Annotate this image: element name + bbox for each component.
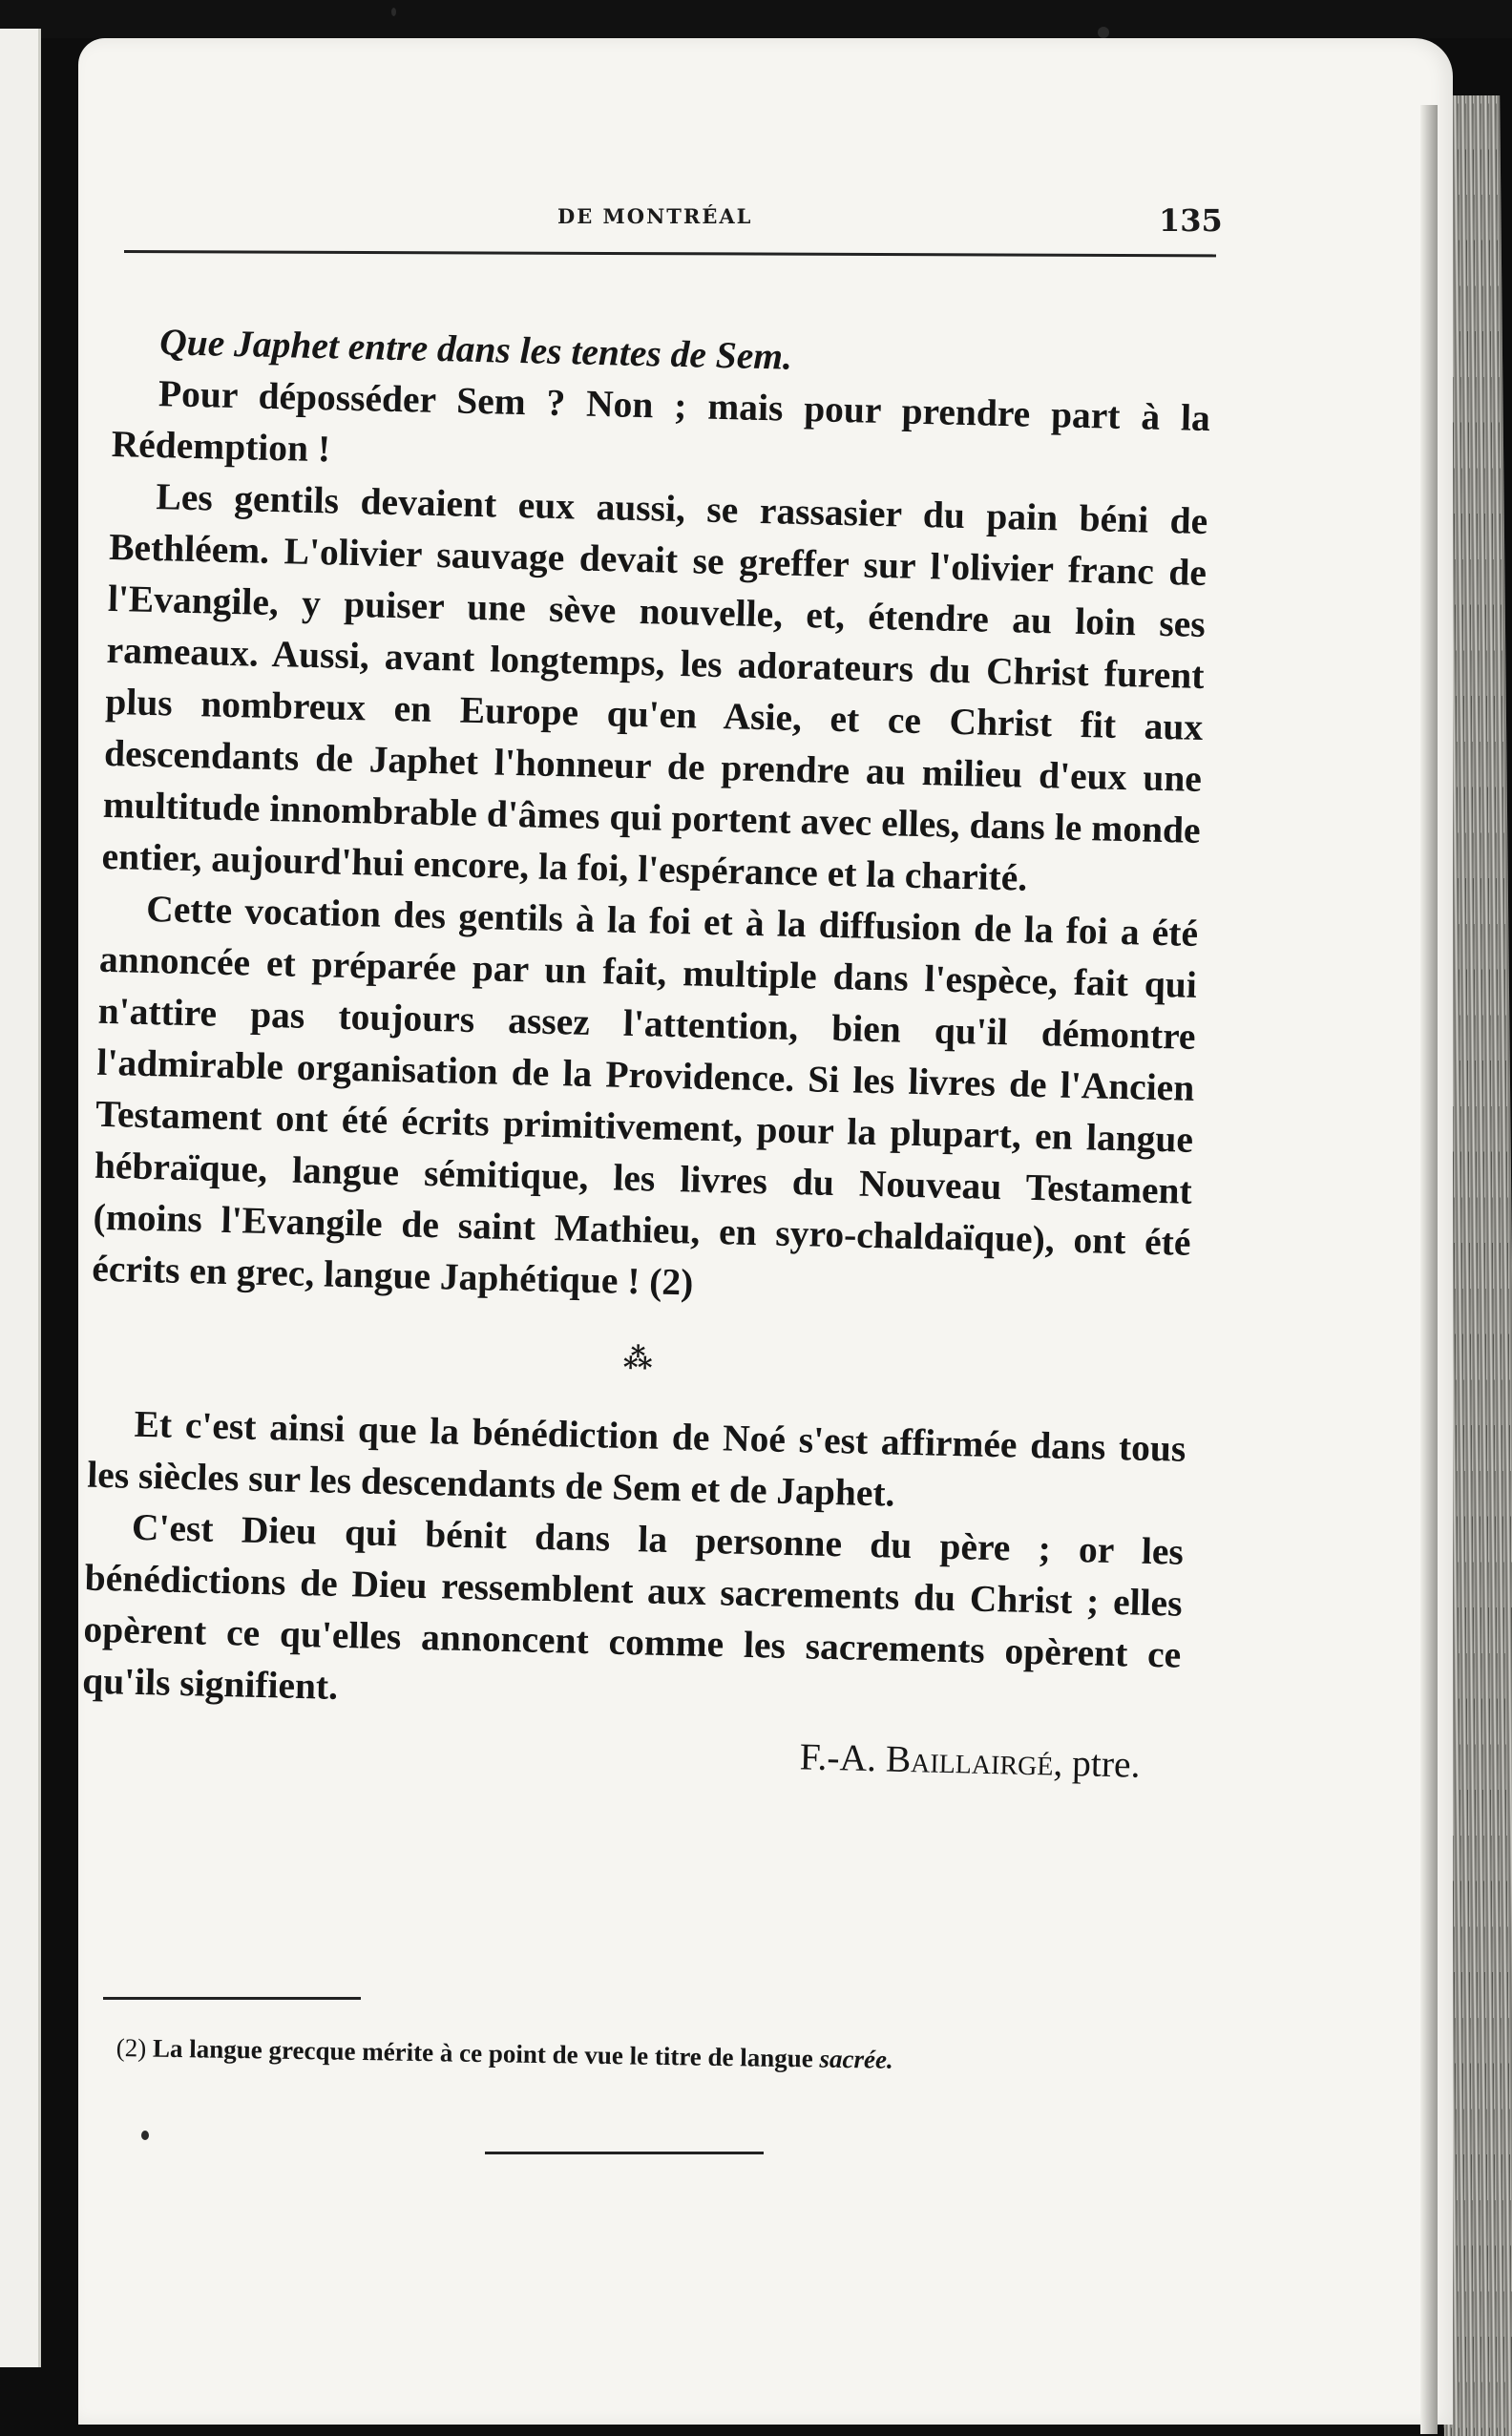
scan-background	[0, 0, 1512, 38]
ink-speck	[391, 8, 396, 16]
footnote-rule	[103, 1997, 361, 2000]
running-head	[124, 200, 1231, 258]
ink-speck	[141, 2131, 149, 2140]
signature-title: , ptre.	[1052, 1741, 1142, 1786]
paragraph: C'est Dieu qui bénit dans la personne du père ; or les bénédictions de Dieu ressemblent aux sacrements du Christ ; elles opèrent ce qu'elles annoncent comme les sacrements opèrent ce qu'ils signifient.	[81, 1505, 1185, 1708]
footnote-emphasis: sacrée.	[819, 2044, 894, 2074]
running-head-title: DE MONTRÉAL	[557, 204, 753, 228]
signature-name: Baillairgé	[885, 1737, 1055, 1784]
footnote-mark: (2)	[116, 2033, 147, 2063]
asterism: ⁂	[622, 1341, 656, 1376]
paragraph: Et c'est ainsi que la bénédiction de Noé s'est affirmée dans tous les siècles sur les descendants de Sem et de Japhet.	[86, 1402, 1186, 1515]
ink-speck	[1098, 27, 1109, 38]
previous-page-edge	[0, 29, 41, 2367]
paragraph: Que Japhet entre dans les tentes de Sem.	[158, 321, 793, 378]
page-curl-shadow	[1420, 105, 1438, 2434]
paragraph: Les gentils devaient eux aussi, se rassasier du pain béni de Bethléem. L'olivier sauvage devait se greffer sur l'olivier franc de l'Evangile, y puiser une sève nouvelle, et, étendre au loin ses rameaux. Aussi, avant longtemps, les adorateurs du Christ furent plus nombreux en Europe qu'en Asie, et ce Christ fit aux descendants de Japhet l'honneur de prendre au milieu d'eux une multitude innombrable d'âmes qui portent avec elles, dans le monde entier, aujourd'hui encore, la foi, l'espérance et la charité.	[101, 475, 1208, 899]
paragraph: Pour déposséder Sem ? Non ; mais pour prendre part à la Rédemption !	[111, 372, 1211, 471]
page-number: 135	[1159, 202, 1223, 239]
paragraph: Cette vocation des gentils à la foi et à la diffusion de la foi a été annoncée et préparée par un fait, multiple dans l'espèce, fait qui n'attire pas toujours assez l'attention, bien qu'il démontre l'admirable organisation de la Providence. Si les livres de l'Ancien Testament ont été écrits primitivement, pour la plupart, en langue hébraïque, langue sémitique, les livres du Nouveau Testament (moins l'Evangile de saint Mathieu, en syro-chaldaïque), ont été écrits en grec, langue Japhétique ! (2)	[91, 887, 1199, 1304]
footnote-text: La langue grecque mérite à ce point de vue le titre de langue	[152, 2033, 814, 2073]
signature-initials: F.-A.	[799, 1735, 877, 1780]
body-text	[80, 315, 1211, 1792]
end-rule	[485, 2152, 764, 2154]
